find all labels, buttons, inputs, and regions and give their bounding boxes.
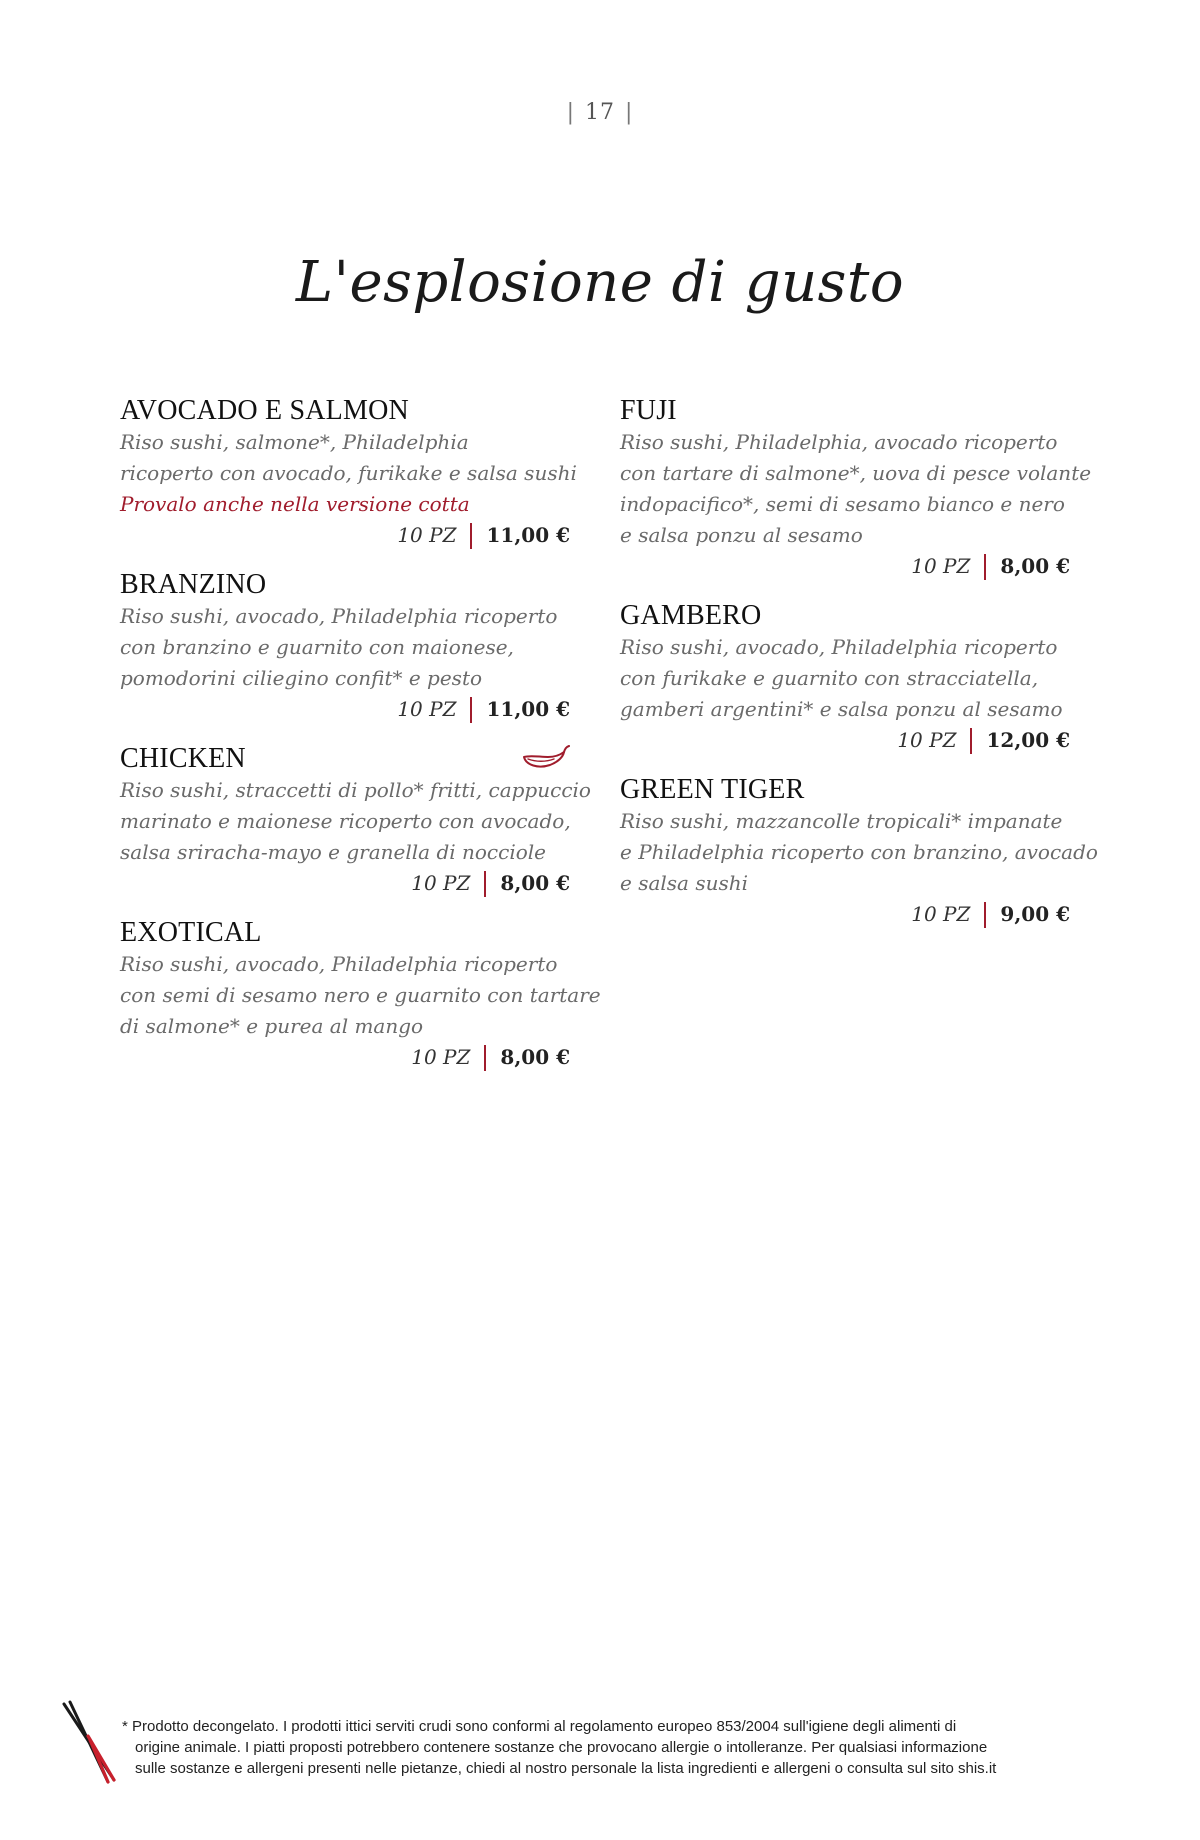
- left-menu-column: [120, 395, 601, 1091]
- item-quantity: 10 PZ: [911, 902, 971, 926]
- item-description-line: Riso sushi, Philadelphia, avocado ricoperto: [620, 430, 1058, 454]
- item-description-line: con furikake e guarnito con stracciatella,: [620, 666, 1039, 690]
- item-quantity: 10 PZ: [911, 554, 971, 578]
- price-separator: [470, 697, 472, 723]
- price-separator: [484, 871, 486, 897]
- menu-item-branzino: [120, 569, 590, 725]
- menu-item-gambero: [620, 600, 1090, 756]
- item-price: 8,00 €: [500, 1045, 570, 1069]
- item-name: CHICKEN: [120, 743, 246, 774]
- page-number-bar-left: |: [566, 100, 575, 125]
- item-description-line: e Philadelphia ricoperto con branzino, avocado: [620, 840, 1098, 864]
- item-description-line: Riso sushi, avocado, Philadelphia ricoperto: [620, 635, 1058, 659]
- item-price: 11,00 €: [486, 697, 570, 721]
- menu-item-exotical: [120, 917, 601, 1073]
- item-quantity: 10 PZ: [397, 523, 457, 547]
- item-description-line: Riso sushi, avocado, Philadelphia ricoperto: [120, 604, 558, 628]
- page-title: L'esplosione di gusto: [295, 250, 905, 315]
- item-quantity: 10 PZ: [397, 697, 457, 721]
- item-description-line: con branzino e guarnito con maionese,: [120, 635, 514, 659]
- footer-line: * Prodotto decongelato. I prodotti ittici serviti crudi sono conformi al regolamento europeo 853/2004 sull'igiene degli alimenti di: [122, 1718, 957, 1735]
- item-description: [120, 601, 590, 694]
- price-row: [120, 1042, 570, 1073]
- footer-line: sulle sostanze e allergeni presenti nelle pietanze, chiedi al nostro personale la lista ingredienti e allergeni o consulta sul sito shis.it: [135, 1760, 997, 1777]
- item-name: AVOCADO E SALMON: [120, 395, 409, 426]
- chopsticks-icon: [60, 1700, 120, 1785]
- item-quantity: 10 PZ: [897, 728, 957, 752]
- item-name: GAMBERO: [620, 600, 762, 631]
- item-description-line: pomodorini ciliegino confit* e pesto: [120, 666, 483, 690]
- menu-item-green-tiger: [620, 774, 1098, 930]
- page-number-bar-right: |: [625, 100, 634, 125]
- item-description-line: Riso sushi, straccetti di pollo* fritti, cappuccio: [120, 778, 591, 802]
- item-description: [620, 806, 1098, 899]
- item-name: FUJI: [620, 395, 677, 426]
- price-separator: [484, 1045, 486, 1071]
- menu-item-fuji: [620, 395, 1090, 582]
- item-description-line: salsa sriracha-mayo e granella di nocciole: [120, 840, 547, 864]
- chili-pepper-icon: [520, 743, 570, 773]
- item-description-line: marinato e maionese ricoperto con avocado,: [120, 809, 571, 833]
- item-description-line: indopacifico*, semi di sesamo bianco e nero: [620, 492, 1065, 516]
- menu-item-chicken: [120, 743, 590, 899]
- price-row: [620, 725, 1070, 756]
- footer-line: origine animale. I piatti proposti potrebbero contenere sostanze che provocano allergie o intolleranze. Per qualsiasi informazione: [135, 1739, 988, 1756]
- footer-disclaimer: [60, 1700, 1160, 1800]
- item-name: GREEN TIGER: [620, 774, 805, 805]
- right-menu-column: [620, 395, 1098, 948]
- item-price: 8,00 €: [1000, 554, 1070, 578]
- menu-item-avocado-e-salmon: [120, 395, 590, 551]
- item-note: Provalo anche nella versione cotta: [120, 492, 470, 516]
- price-row: [620, 551, 1070, 582]
- price-row: [120, 868, 570, 899]
- price-row: [120, 694, 570, 725]
- item-description: [120, 427, 590, 489]
- page-number: [0, 100, 1200, 125]
- item-description: [620, 427, 1090, 551]
- item-description: [620, 632, 1090, 725]
- item-price: 11,00 €: [486, 523, 570, 547]
- item-description-line: Riso sushi, mazzancolle tropicali* impanate: [620, 809, 1063, 833]
- item-price: 8,00 €: [500, 871, 570, 895]
- price-separator: [970, 728, 972, 754]
- item-description-line: e salsa sushi: [620, 871, 749, 895]
- item-description: [120, 775, 590, 868]
- item-description-line: Riso sushi, avocado, Philadelphia ricoperto: [120, 952, 558, 976]
- item-description: [120, 949, 601, 1042]
- item-description-line: con semi di sesamo nero e guarnito con tartare: [120, 983, 601, 1007]
- item-description-line: e salsa ponzu al sesamo: [620, 523, 863, 547]
- item-description-line: gamberi argentini* e salsa ponzu al sesamo: [620, 697, 1063, 721]
- item-price: 9,00 €: [1000, 902, 1070, 926]
- price-row: [120, 520, 570, 551]
- item-description-line: con tartare di salmone*, uova di pesce volante: [620, 461, 1092, 485]
- page-number-value: 17: [585, 100, 615, 125]
- price-row: [620, 899, 1070, 930]
- item-price: 12,00 €: [986, 728, 1070, 752]
- footer-text: [122, 1716, 1142, 1779]
- item-name: BRANZINO: [120, 569, 267, 600]
- price-separator: [984, 554, 986, 580]
- item-description-line: di salmone* e purea al mango: [120, 1014, 424, 1038]
- item-description-line: Riso sushi, salmone*, Philadelphia: [120, 430, 469, 454]
- item-quantity: 10 PZ: [411, 1045, 471, 1069]
- item-description-line: ricoperto con avocado, furikake e salsa sushi: [120, 461, 577, 485]
- price-separator: [470, 523, 472, 549]
- item-name: EXOTICAL: [120, 917, 262, 948]
- price-separator: [984, 902, 986, 928]
- item-quantity: 10 PZ: [411, 871, 471, 895]
